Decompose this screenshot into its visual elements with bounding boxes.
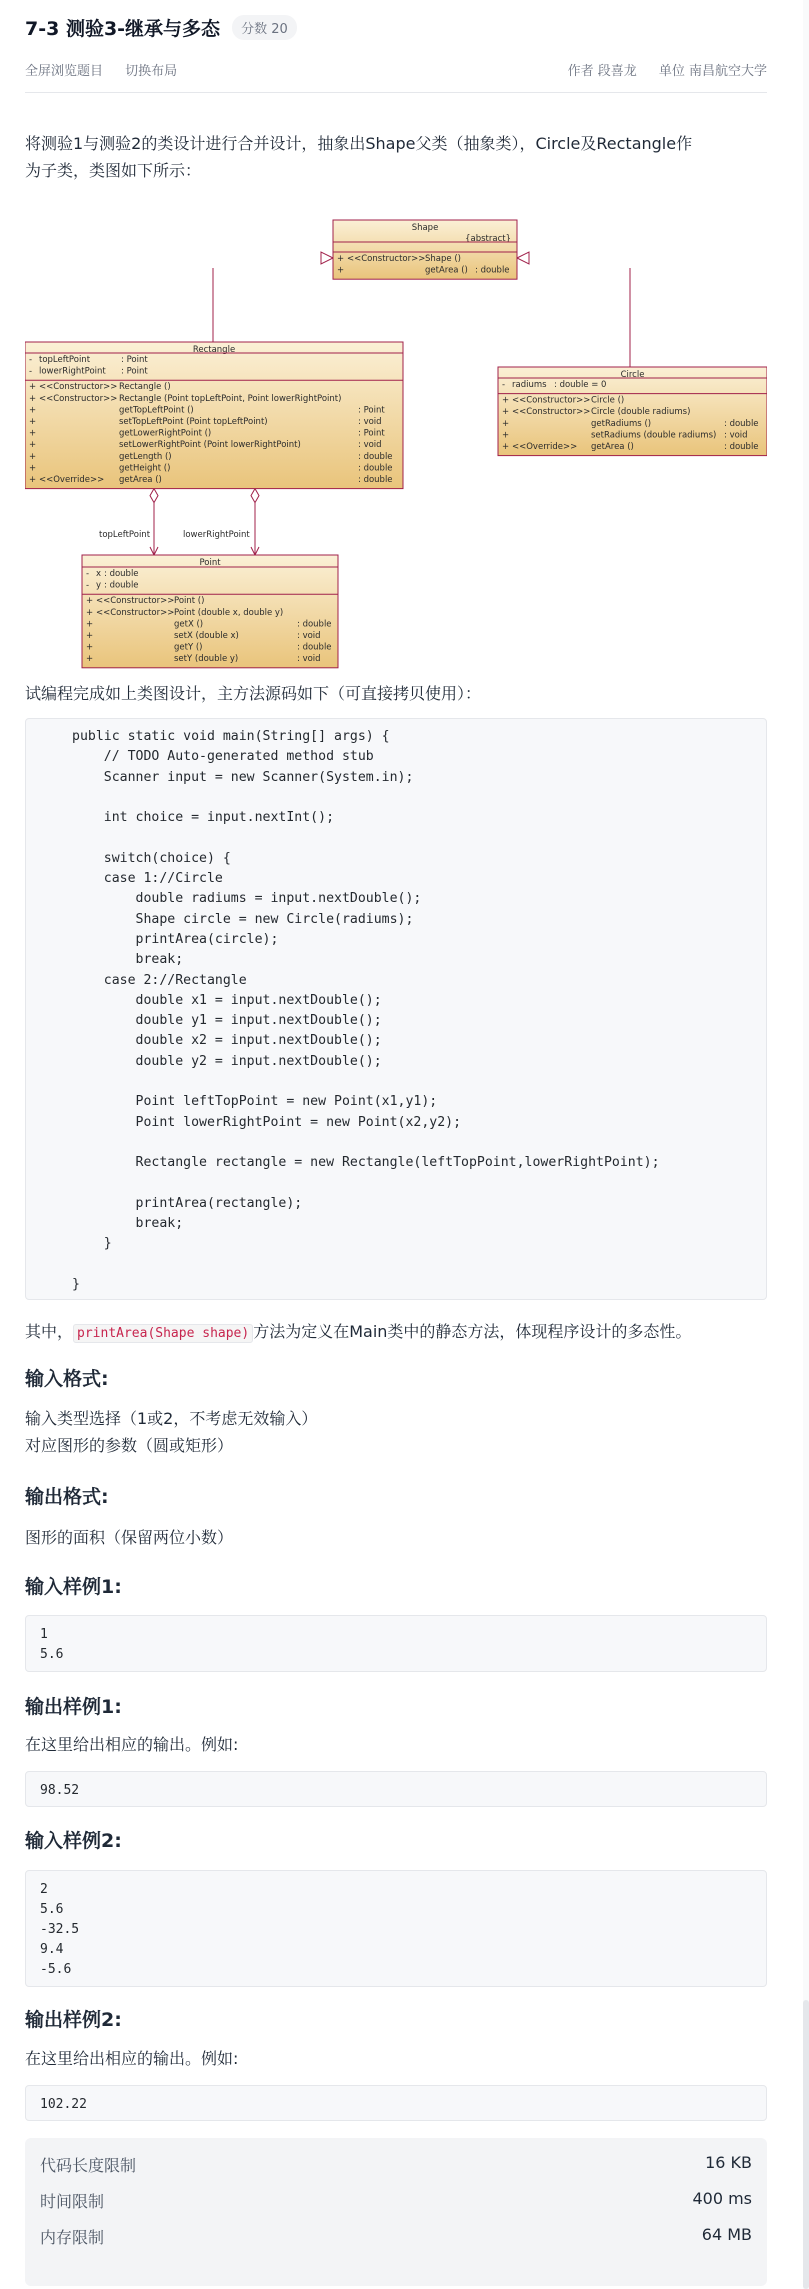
- uml-class-name: Point: [199, 558, 221, 568]
- code-line: case 1://Circle: [72, 871, 223, 887]
- uml-stereotype: <<Constructor>>: [39, 382, 118, 393]
- uml-return-type: : void: [724, 430, 748, 441]
- uml-visibility: -: [29, 355, 33, 365]
- uml-operation: getRadiums (): [591, 418, 652, 429]
- uml-operation: getLowerRightPoint (): [119, 428, 212, 439]
- input-sample-2-heading: 输入样例2:: [25, 1830, 122, 1852]
- switch-layout-link[interactable]: 切换布局: [125, 64, 178, 79]
- uml-visibility: +: [86, 607, 94, 618]
- output-sample-1-desc: 在这里给出相应的输出。例如:: [25, 1735, 239, 1754]
- uml-visibility: +: [29, 405, 37, 416]
- uml-attribute-type: : Point: [121, 355, 148, 365]
- main-method-code[interactable]: [25, 718, 767, 1300]
- uml-visibility: +: [86, 619, 94, 630]
- code-line: printArea(rectangle);: [72, 1195, 303, 1211]
- limit-label: 代码长度限制: [40, 2156, 137, 2175]
- code-line: double x2 = input.nextDouble();: [72, 1033, 382, 1049]
- uml-visibility: +: [86, 642, 94, 653]
- sample-line: 98.52: [40, 1783, 80, 1798]
- uml-visibility: +: [29, 451, 37, 462]
- uml-operation: Point (): [174, 596, 205, 607]
- intro-paragraph: [25, 130, 767, 184]
- uml-visibility: +: [86, 596, 94, 607]
- uml-attribute-name: y: [96, 580, 102, 591]
- uml-visibility: +: [29, 475, 37, 485]
- uml-visibility: -: [86, 580, 90, 591]
- fullscreen-link[interactable]: 全屏浏览题目: [25, 64, 104, 79]
- output-sample-1-heading: 输出样例1:: [25, 1696, 122, 1718]
- code-line: break;: [72, 952, 184, 968]
- uml-operation: Point (double x, double y): [174, 607, 284, 618]
- page-scrollbar[interactable]: [803, 0, 809, 2289]
- uml-operation: Circle (double radiums): [591, 407, 691, 418]
- uml-operation: Circle (): [591, 395, 625, 406]
- sample-line: 5.6: [40, 1647, 64, 1662]
- uml-class-circle: [498, 367, 767, 456]
- code-line: double radiums = input.nextDouble();: [72, 891, 422, 907]
- code-line: [72, 1072, 766, 1092]
- limit-label: 时间限制: [40, 2192, 105, 2211]
- input-format-text: [25, 1405, 317, 1459]
- uml-operation: setTopLeftPoint (Point topLeftPoint): [119, 417, 268, 427]
- uml-return-type: : Point: [358, 405, 385, 416]
- uml-return-type: : void: [358, 417, 382, 427]
- uml-attribute-name: radiums: [512, 380, 547, 390]
- limits-panel: [25, 2138, 767, 2286]
- uml-visibility: +: [29, 440, 37, 451]
- uml-aggregation-diamond: [251, 489, 259, 503]
- uml-attribute-type: : double: [104, 569, 139, 579]
- input-format-line-2: 对应图形的参数（圆或矩形）: [25, 1436, 234, 1455]
- input-sample-1-heading: 输入样例1:: [25, 1576, 122, 1598]
- limit-value: 64 MB: [701, 2225, 752, 2244]
- code-line: Rectangle rectangle = new Rectangle(leftTopPoint,lowerRightPoint);: [72, 1155, 660, 1171]
- uml-operation: getArea (): [591, 442, 634, 452]
- uml-visibility: +: [29, 463, 37, 474]
- uml-operation: setRadiums (double radiums): [591, 430, 717, 441]
- uml-return-type: : void: [297, 631, 321, 641]
- uml-class-rectangle: [25, 342, 403, 489]
- uml-visibility: +: [502, 395, 510, 406]
- uml-operation: Shape (): [425, 254, 461, 264]
- input-sample-2-box[interactable]: [25, 1870, 767, 1987]
- output-sample-2-box[interactable]: [25, 2085, 767, 2121]
- uml-class-name: Circle: [620, 370, 645, 380]
- uml-visibility: +: [29, 393, 37, 404]
- code-line: break;: [72, 1216, 184, 1232]
- scrollbar-thumb[interactable]: [803, 2000, 809, 2289]
- uml-operation: getHeight (): [119, 463, 171, 474]
- uml-return-type: : double: [297, 642, 332, 653]
- uml-stereotype: <<Constructor>>: [347, 254, 426, 264]
- input-format-line-1: 输入类型选择（1或2，不考虑无效输入）: [25, 1409, 318, 1428]
- uml-operation: Rectangle (Point topLeftPoint, Point lowerRightPoint): [119, 393, 342, 404]
- uml-visibility: -: [29, 366, 33, 377]
- uml-stereotype: <<Constructor>>: [39, 393, 118, 404]
- uml-aggregation-diamond: [150, 489, 158, 503]
- sample-line: -32.5: [40, 1922, 80, 1937]
- uml-generalization-arrow: [517, 252, 529, 264]
- limit-value: 16 KB: [705, 2153, 752, 2172]
- uml-attribute-type: : Point: [121, 366, 148, 377]
- code-line: [72, 1174, 766, 1194]
- code-line: case 2://Rectangle: [72, 972, 247, 988]
- code-line: }: [72, 1236, 112, 1252]
- uml-return-type: : void: [297, 654, 321, 665]
- code-line: [72, 788, 766, 808]
- uml-visibility: +: [502, 442, 510, 452]
- uml-operation: Rectangle (): [119, 382, 171, 393]
- uml-association-label: lowerRightPoint: [183, 530, 250, 540]
- uml-return-type: : Point: [358, 428, 385, 439]
- code-line: printArea(circle);: [72, 931, 279, 947]
- code-line: double y2 = input.nextDouble();: [72, 1053, 382, 1069]
- code-line: Shape circle = new Circle(radiums);: [72, 911, 414, 927]
- code-line: // TODO Auto-generated method stub: [72, 749, 374, 765]
- code-line: [72, 1255, 766, 1275]
- uml-operation: getArea (): [425, 265, 468, 276]
- uml-visibility: +: [86, 654, 94, 665]
- uml-visibility: -: [86, 569, 90, 579]
- polymorphism-note: [25, 1318, 691, 1347]
- code-line: double y1 = input.nextDouble();: [72, 1013, 382, 1029]
- uml-attribute-name: lowerRightPoint: [39, 366, 106, 377]
- uml-stereotype: <<Constructor>>: [96, 596, 175, 607]
- intro-line-1: 将测验1与测验2的类设计进行合并设计，抽象出Shape父类（抽象类），Circle及Rectangle作: [25, 134, 693, 153]
- uml-visibility: +: [29, 428, 37, 439]
- input-format-heading: 输入格式:: [25, 1368, 109, 1390]
- sample-line: -5.6: [40, 1962, 72, 1977]
- uml-attribute-type: : double: [104, 580, 139, 591]
- code-line: [72, 1133, 766, 1153]
- uml-visibility: +: [86, 631, 94, 641]
- limit-row-code-length: [40, 2153, 752, 2177]
- uml-return-type: : double: [297, 619, 332, 630]
- uml-return-type: : double: [358, 451, 393, 462]
- note-suffix: 方法为定义在Main类中的静态方法，体现程序设计的多态性。: [253, 1322, 692, 1341]
- uml-return-type: : double: [475, 265, 510, 276]
- uml-operation: getLength (): [119, 451, 172, 462]
- uml-return-type: : double: [724, 442, 759, 452]
- uml-return-type: : void: [358, 440, 382, 451]
- unit-info: 单位 南昌航空大学: [658, 64, 767, 79]
- class-diagram: [25, 212, 767, 676]
- uml-visibility: -: [502, 380, 506, 390]
- note-prefix: 其中，: [25, 1322, 74, 1341]
- uml-stereotype: <<Constructor>>: [512, 407, 591, 418]
- class-diagram-svg: [25, 212, 767, 676]
- uml-class-shape: [333, 220, 517, 279]
- uml-stereotype: {abstract}: [465, 234, 511, 244]
- limit-label: 内存限制: [40, 2228, 105, 2247]
- uml-visibility: +: [337, 265, 345, 276]
- uml-visibility: +: [502, 418, 510, 429]
- uml-stereotype: <<Constructor>>: [512, 395, 591, 406]
- output-sample-2-heading: 输出样例2:: [25, 2009, 122, 2031]
- code-line: [72, 828, 766, 848]
- uml-operation: getX (): [174, 619, 204, 630]
- uml-visibility: +: [29, 382, 37, 393]
- code-line: Point lowerRightPoint = new Point(x2,y2);: [72, 1114, 462, 1130]
- input-sample-1-box[interactable]: [25, 1615, 767, 1672]
- uml-operation: setLowerRightPoint (Point lowerRightPoint): [119, 440, 301, 451]
- output-sample-1-box[interactable]: [25, 1771, 767, 1807]
- header-divider: [25, 92, 767, 93]
- code-line: }: [72, 1277, 80, 1293]
- uml-attribute-type: : double = 0: [554, 380, 607, 390]
- uml-visibility: +: [502, 407, 510, 418]
- uml-stereotype: <<Override>>: [39, 475, 105, 485]
- output-format-heading: 输出格式:: [25, 1486, 109, 1508]
- note-inline-code: printArea(Shape shape): [73, 1324, 253, 1343]
- uml-operation: getTopLeftPoint (): [119, 405, 194, 416]
- intro-line-2: 为子类，类图如下所示：: [25, 161, 202, 180]
- limit-value: 400 ms: [692, 2189, 752, 2208]
- sample-line: 5.6: [40, 1902, 64, 1917]
- code-line: Point leftTopPoint = new Point(x1,y1);: [72, 1094, 438, 1110]
- uml-return-type: : double: [358, 475, 393, 485]
- code-line: double x1 = input.nextDouble();: [72, 992, 382, 1008]
- uml-visibility: +: [337, 254, 345, 264]
- uml-operation: getY (): [174, 642, 203, 653]
- code-line: int choice = input.nextInt();: [72, 810, 335, 826]
- uml-operation: setY (double y): [174, 654, 239, 665]
- uml-return-type: : double: [724, 418, 759, 429]
- uml-attribute-name: topLeftPoint: [39, 355, 91, 365]
- uml-return-type: : double: [358, 463, 393, 474]
- problem-title: 7-3 测验3-继承与多态: [25, 18, 221, 40]
- uml-attribute-name: x: [96, 569, 102, 579]
- uml-class-name: Shape: [411, 223, 439, 233]
- output-sample-2-desc: 在这里给出相应的输出。例如:: [25, 2049, 239, 2068]
- output-format-text: 图形的面积（保留两位小数）: [25, 1528, 234, 1547]
- uml-stereotype: <<Constructor>>: [96, 607, 175, 618]
- sample-line: 102.22: [40, 2097, 87, 2112]
- uml-stereotype: <<Override>>: [512, 442, 578, 452]
- uml-class-point: [82, 555, 338, 668]
- limit-row-memory: [40, 2225, 752, 2249]
- uml-operation: getArea (): [119, 475, 162, 485]
- sample-line: 1: [40, 1627, 48, 1642]
- author-info: 作者 段喜龙: [567, 64, 637, 79]
- code-intro: 试编程完成如上类图设计，主方法源码如下（可直接拷贝使用）：: [25, 684, 482, 703]
- sample-line: 9.4: [40, 1942, 64, 1957]
- score-badge: 分数 20: [232, 15, 297, 40]
- uml-visibility: +: [502, 430, 510, 441]
- limit-row-time: [40, 2189, 752, 2213]
- code-line: Scanner input = new Scanner(System.in);: [72, 769, 414, 785]
- title-row: [25, 14, 297, 41]
- uml-generalization-arrow: [321, 252, 333, 264]
- code-line: public static void main(String[] args) {: [72, 729, 390, 744]
- uml-visibility: +: [29, 417, 37, 427]
- uml-association-label: topLeftPoint: [99, 530, 151, 540]
- uml-operation: setX (double x): [174, 631, 239, 641]
- code-line: switch(choice) {: [72, 850, 231, 866]
- sample-line: 2: [40, 1882, 48, 1897]
- uml-class-name: Rectangle: [192, 345, 236, 355]
